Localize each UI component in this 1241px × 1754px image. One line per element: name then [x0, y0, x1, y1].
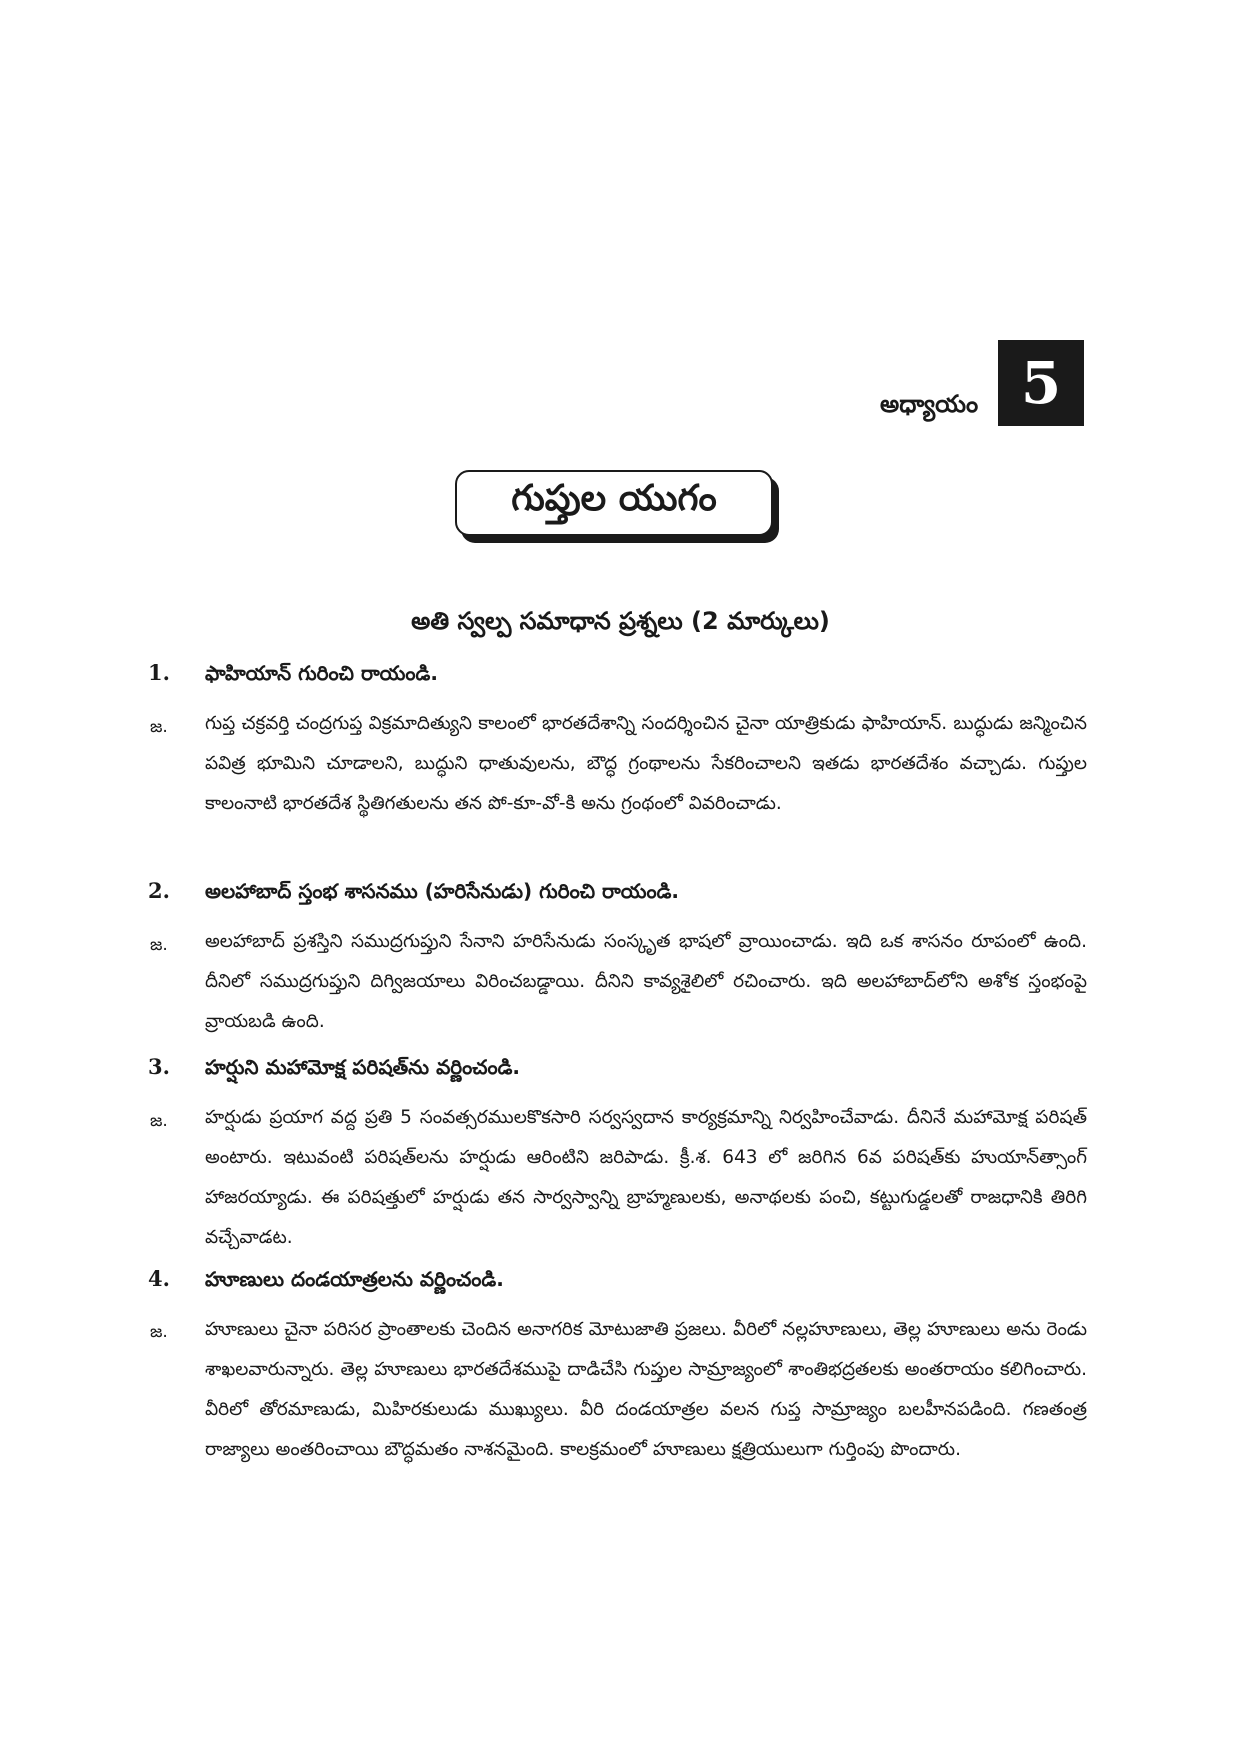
question-number: 2. — [148, 878, 170, 903]
chapter-number-badge: 5 — [998, 340, 1084, 426]
question-text: అలహాబాద్ స్తంభ శాసనము (హరిసేనుడు) గురించి రాయండి. — [205, 879, 679, 903]
chapter-title: గుప్తుల యుగం — [455, 470, 773, 536]
chapter-title-frame — [455, 470, 773, 536]
answer-text: హర్షుడు ప్రయాగ వద్ద ప్రతి 5 సంవత్సరములకొకసారి సర్వస్వదాన కార్యక్రమాన్ని నిర్వహించేవాడు. దీనినే మహామోక్ష పరిషత్ అంటారు. ఇటువంటి పరిషత్‌లను హర్షుడు ఆరింటిని జరిపాడు. క్రీ.శ. 643 లో జరిగిన 6వ పరిషత్‌కు హుయాన్‌త్సాంగ్ హాజరయ్యాడు. ఈ పరిషత్తులో హర్షుడు తన సార్వస్వాన్ని బ్రాహ్మణులకు, అనాథలకు పంచి, కట్టుగుడ్డలతో రాజధానికి తిరిగి వచ్చేవాడట. — [205, 1107, 1087, 1248]
question-text: హూణులు దండయాత్రలను వర్ణించండి. — [205, 1267, 504, 1291]
section-heading: అతి స్వల్ప సమాధాన ప్రశ్నలు (2 మార్కులు) — [411, 607, 830, 635]
answer-label: జ. — [150, 1322, 168, 1342]
chapter-label: అధ్యాయం — [880, 390, 979, 418]
answer-text: అలహాబాద్ ప్రశస్తిని సముద్రగుప్తుని సేనాని హరిసేనుడు సంస్కృత భాషలో వ్రాయించాడు. ఇది ఒక శాసనం రూపంలో ఉంది. దీనిలో సముద్రగుప్తుని దిగ్విజయాలు విరించబడ్డాయి. దీనిని కావ్యశైలిలో రచించారు. ఇది అలహాబాద్‌లోని అశోక స్తంభంపై వ్రాయబడి ఉంది. — [205, 931, 1087, 1032]
question-number: 3. — [148, 1054, 170, 1079]
question-text: ఫాహియాన్ గురించి రాయండి. — [205, 661, 438, 685]
answer-label: జ. — [150, 935, 168, 955]
question-number: 1. — [148, 660, 170, 685]
question-number: 4. — [148, 1266, 170, 1291]
answer-label: జ. — [150, 717, 168, 737]
answer-label: జ. — [150, 1111, 168, 1131]
answer-text: హూణులు చైనా పరిసర ప్రాంతాలకు చెందిన అనాగరిక మోటుజాతి ప్రజలు. వీరిలో నల్లహూణులు, తెల్ల హూణులు అను రెండు శాఖలవారున్నారు. తెల్ల హూణులు భారతదేశముపై దాడిచేసి గుప్తుల సామ్రాజ్యంలో శాంతిభద్రతలకు అంతరాయం కలిగించారు. వీరిలో తోరమాణుడు, మిహిరకులుడు ముఖ్యులు. వీరి దండయాత్రల వలన గుప్త సామ్రాజ్యం బలహీనపడింది. గణతంత్ర రాజ్యాలు అంతరించాయి బౌద్ధమతం నాశనమైంది. కాలక్రమంలో హూణులు క్షత్రియులుగా గుర్తింపు పొందారు. — [205, 1319, 1087, 1460]
answer-text: గుప్త చక్రవర్తి చంద్రగుప్త విక్రమాదిత్యుని కాలంలో భారతదేశాన్ని సందర్శించిన చైనా యాత్రికుడు ఫాహియాన్. బుద్ధుడు జన్మించిన పవిత్ర భూమిని చూడాలని, బుద్ధుని ధాతువులను, బౌద్ధ గ్రంథాలను సేకరించాలని ఇతడు భారతదేశం వచ్చాడు. గుప్తుల కాలంనాటి భారతదేశ స్థితిగతులను తన పో-కూ-వో-కి అను గ్రంథంలో వివరించాడు. — [205, 713, 1087, 814]
question-text: హర్షుని మహామోక్ష పరిషత్‌ను వర్ణించండి. — [205, 1055, 521, 1079]
